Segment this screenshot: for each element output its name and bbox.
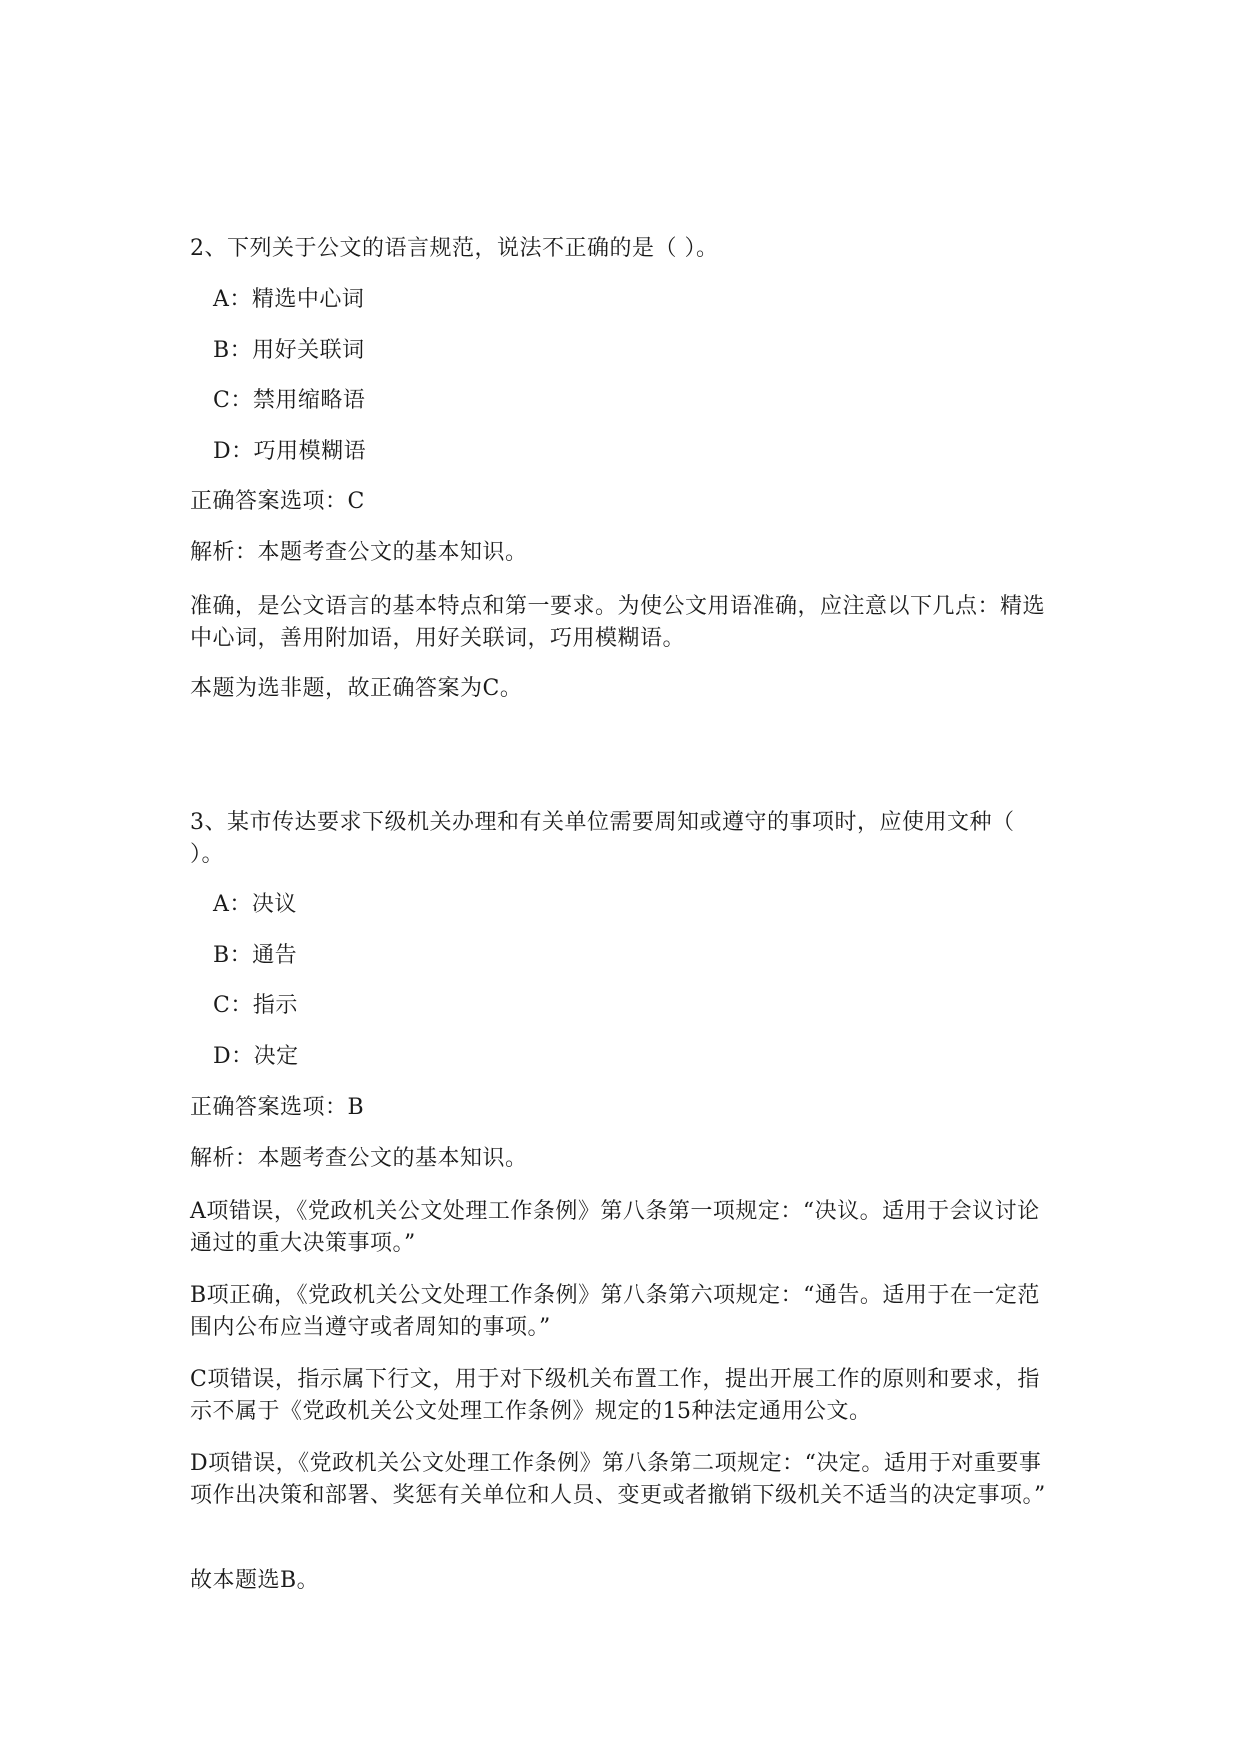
question-3-option-d: D：决定 [213,1044,299,1069]
question-3-option-b: B：通告 [213,943,298,968]
question-3-answer: 正确答案选项：B [190,1095,365,1120]
question-2-option-d: D：巧用模糊语 [213,439,367,464]
question-3-stem: 3、某市传达要求下级机关办理和有关单位需要周知或遵守的事项时，应使用文种（ ）。 [190,810,1015,867]
question-3-analysis-title: 解析：本题考查公文的基本知识。 [190,1146,528,1171]
question-2-analysis-paragraph: 准确，是公文语言的基本特点和第一要求。为使公文用语准确，应注意以下几点：精选中心词，善用附加语，用好关联词，巧用模糊语。 [190,594,1046,651]
question-2-analysis-conclusion: 本题为选非题，故正确答案为C。 [190,676,523,701]
question-2-stem: 2、下列关于公文的语言规范，说法不正确的是（ ）。 [190,236,719,261]
question-3-option-a: A：决议 [213,892,297,917]
question-2-option-b: B：用好关联词 [213,338,365,363]
question-3-option-c: C：指示 [213,993,298,1018]
question-2-option-c: C：禁用缩略语 [213,388,366,413]
question-3-analysis-option-d: D项错误，《党政机关公文处理工作条例》第八条第二项规定：“决定。适用于对重要事项作出决策和部署、奖惩有关单位和人员、变更或者撤销下级机关不适当的决定事项。” [190,1451,1046,1508]
question-3-analysis-option-b: B项正确，《党政机关公文处理工作条例》第八条第六项规定：“通告。适用于在一定范围内公布应当遵守或者周知的事项。” [190,1283,1040,1340]
question-3-analysis-option-c: C项错误，指示属下行文，用于对下级机关布置工作，提出开展工作的原则和要求，指示不属于《党政机关公文处理工作条例》规定的15种法定通用公文。 [190,1367,1040,1424]
question-3-analysis-option-a: A项错误，《党政机关公文处理工作条例》第八条第一项规定：“决议。适用于会议讨论通过的重大决策事项。” [190,1199,1040,1256]
question-3-analysis-conclusion: 故本题选B。 [190,1568,320,1593]
question-2-option-a: A：精选中心词 [213,287,365,312]
question-2-analysis-title: 解析：本题考查公文的基本知识。 [190,540,528,565]
question-2-answer: 正确答案选项：C [190,489,365,514]
